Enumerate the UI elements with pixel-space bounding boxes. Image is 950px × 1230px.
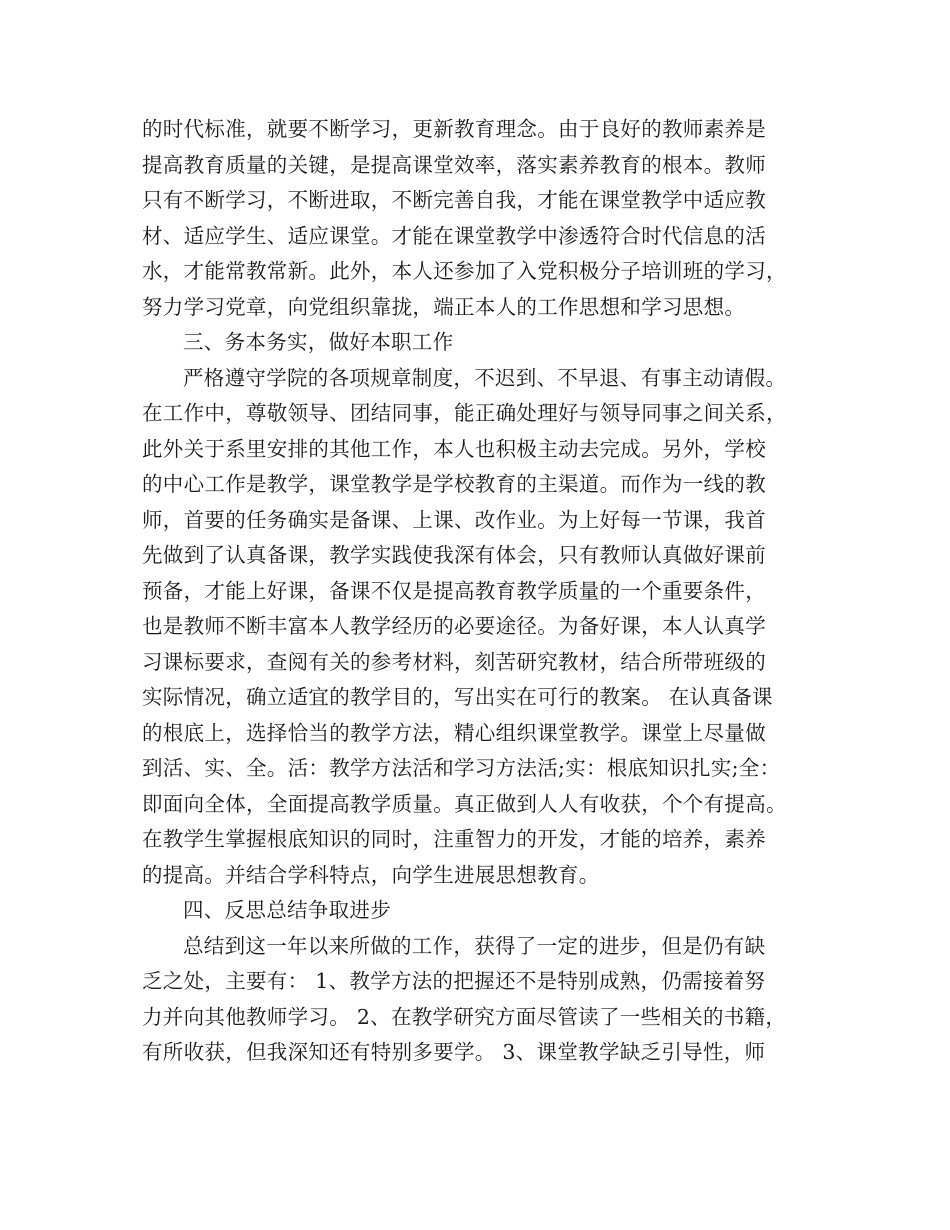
text-line: 水，才能常教常新。此外，本人还参加了入党积极分子培训班的学习， [142,259,787,283]
text-line: 的中心工作是教学，课堂教学是学校教育的主渠道。而作为一线的教 [142,472,766,496]
paragraph-first-line: 严格遵守学院的各项规章制度，不迟到、不早退、有事主动请假。 [183,365,787,390]
text-line: 提高教育质量的关键，是提高课堂效率，落实素养教育的根本。教师 [142,152,766,177]
text-line: 的提高。并结合学科特点，向学生进展思想教育。 [142,862,600,887]
document-page [142,112,812,1071]
paragraph-first-line: 总结到这一年以来所做的工作，获得了一定的进步，但是仍有缺 [183,933,766,958]
section-heading: 四、反思总结争取进步 [183,898,391,922]
text-line: 只有不断学习，不断进取，不断完善自我，才能在课堂教学中适应教 [142,188,766,212]
text-line: 即面向全体，全面提高教学质量。真正做到人人有收获，个个有提高。 [142,791,787,816]
body-text [142,112,812,1071]
text-line: 乏之处，主要有： 1、教学方法的把握还不是特别成熟，仍需接着努 [142,969,766,993]
text-line: 实际情况，确立适宜的教学目的，写出实在可行的教案。 在认真备课 [142,685,773,709]
text-line: 材、适应学生、适应课堂。才能在课堂教学中渗透符合时代信息的活 [142,223,766,248]
section-heading: 三、务本务实，做好本职工作 [183,330,454,354]
text-line: 也是教师不断丰富本人教学经历的必要途径。为备好课，本人认真学 [142,614,766,638]
text-line: 师，首要的任务确实是备课、上课、改作业。为上好每一节课，我首 [142,507,766,532]
text-line: 在工作中，尊敬领导、团结同事，能正确处理好与领导同事之间关系， [142,401,787,425]
text-line: 习课标要求，查阅有关的参考材料，刻苦研究教材，结合所带班级的 [142,649,766,674]
text-line: 力并向其他教师学习。 2、在教学研究方面尽管读了一些相关的书籍， [142,1004,787,1029]
text-line: 的根底上，选择恰当的教学方法，精心组织课堂教学。课堂上尽量做 [142,720,766,745]
text-line: 到活、实、全。活：教学方法活和学习方法活;实：根底知识扎实;全： [142,756,781,780]
text-line: 在教学生掌握根底知识的同时，注重智力的开发，才能的培养，素养 [142,827,766,851]
text-line: 努力学习党章，向党组织靠拢，端正本人的工作思想和学习思想。 [142,294,746,319]
text-line: 的时代标准，就要不断学习，更新教育理念。由于良好的教师素养是 [142,117,766,141]
text-line: 有所收获，但我深知还有特别多要学。 3、课堂教学缺乏引导性，师 [142,1040,766,1064]
text-line: 先做到了认真备课，教学实践使我深有体会，只有教师认真做好课前 [142,543,766,567]
text-line: 预备，才能上好课，备课不仅是提高教育教学质量的一个重要条件， [142,578,766,603]
text-line: 此外关于系里安排的其他工作，本人也积极主动去完成。另外，学校 [142,436,766,461]
